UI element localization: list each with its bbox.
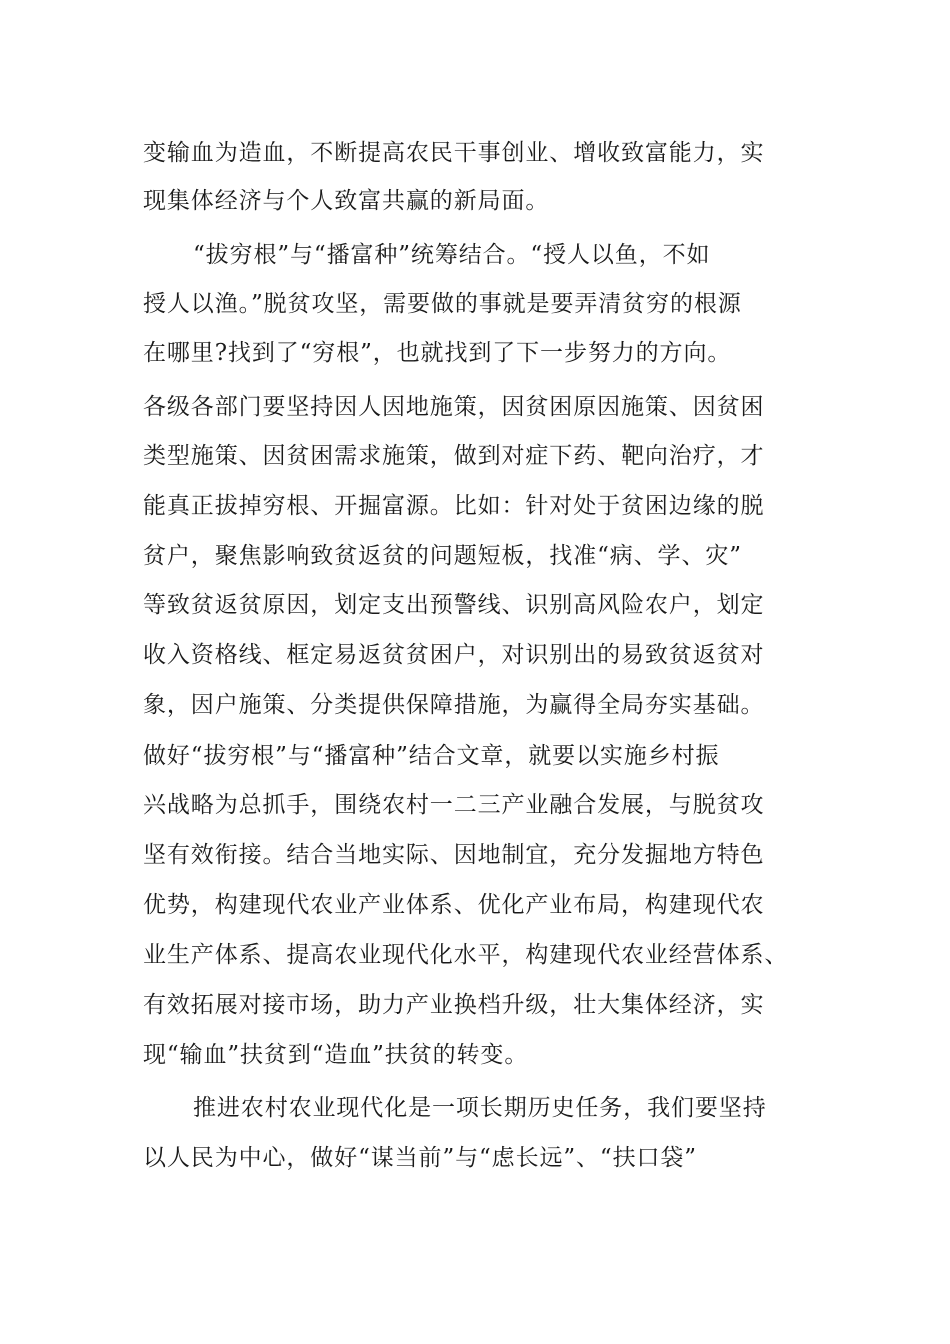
text-line: 有效拓展对接市场，助力产业换档升级，壮大集体经济，实 [143,992,765,1018]
text-line: 各级各部门要坚持因人因地施策，因贫困原因施策、因贫困 [143,394,765,420]
text-line: 在哪里?找到了“穷根”，也就找到了下一步努力的方向。 [143,340,732,366]
text-line: 坚有效衔接。结合当地实际、因地制宜，充分发掘地方特色 [143,842,765,868]
text-line: 授人以渔。”脱贫攻坚，需要做的事就是要弄清贫穷的根源 [143,291,742,317]
text-line: 兴战略为总抓手，围绕农村一二三产业融合发展，与脱贫攻 [143,792,765,818]
text-line: 变输血为造血，不断提高农民干事创业、增收致富能力，实 [143,140,765,166]
text-line: “拔穷根”与“播富种”统筹结合。“授人以鱼，不如 [193,242,711,268]
text-line: 等致贫返贫原因，划定支出预警线、识别高风险农户，划定 [143,592,765,618]
text-line: 做好“拔穷根”与“播富种”结合文章，就要以实施乡村振 [143,743,720,769]
text-line: 业生产体系、提高农业现代化水平，构建现代农业经营体系、 [143,942,789,968]
text-line: 推进农村农业现代化是一项长期历史任务，我们要坚持 [193,1095,767,1121]
text-line: 收入资格线、框定易返贫贫困户，对识别出的易致贫返贫对 [143,642,765,668]
text-line: 优势，构建现代农业产业体系、优化产业布局，构建现代农 [143,892,765,918]
text-line: 能真正拔掉穷根、开掘富源。比如：针对处于贫困边缘的脱 [143,493,765,519]
text-line: 贫户，聚焦影响致贫返贫的问题短板，找准“病、学、灾” [143,543,742,569]
text-line: 现“输血”扶贫到“造血”扶贫的转变。 [143,1042,529,1068]
text-line: 以人民为中心，做好“谋当前”与“虑长远”、“扶口袋” [143,1145,697,1171]
text-line: 象，因户施策、分类提供保障措施，为赢得全局夯实基础。 [143,692,765,718]
text-line: 现集体经济与个人致富共赢的新局面。 [143,188,550,214]
text-line: 类型施策、因贫困需求施策，做到对症下药、靶向治疗，才 [143,443,765,469]
